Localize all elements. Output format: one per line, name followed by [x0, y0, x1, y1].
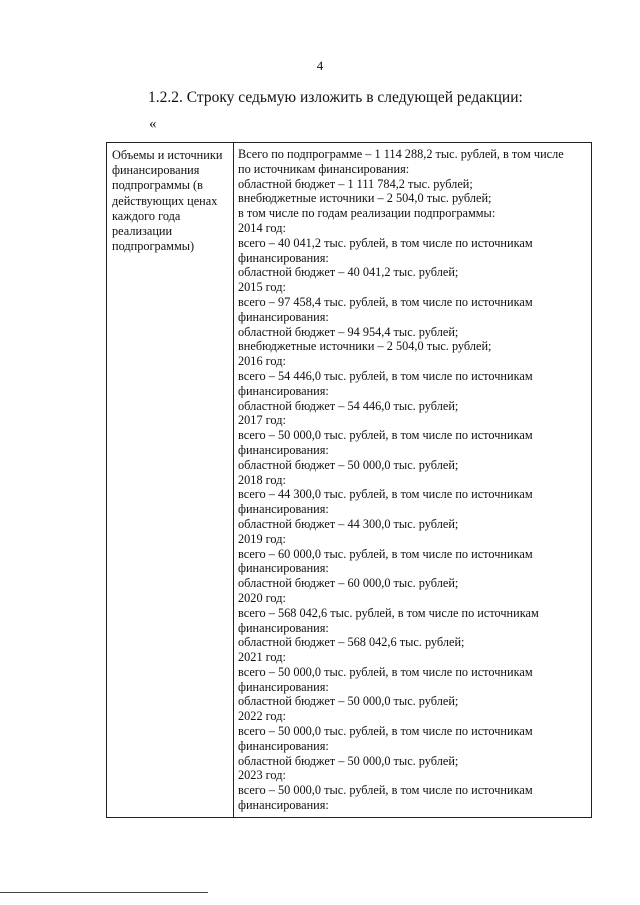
value-line: финансирования: [238, 798, 329, 813]
value-line: всего – 50 000,0 тыс. рублей, в том числе по источникам [238, 664, 533, 679]
value-line: финансирования: [238, 738, 329, 753]
label-line: Объемы и источники [112, 148, 223, 162]
value-line: 2023 год: [238, 768, 286, 783]
value-line: всего – 97 458,4 тыс. рублей, в том числе по источникам [238, 294, 533, 309]
value-line: внебюджетные источники – 2 504,0 тыс. рублей; [238, 191, 492, 206]
value-line: финансирования: [238, 620, 329, 635]
value-line: 2015 год: [238, 280, 286, 295]
value-line: областной бюджет – 60 000,0 тыс. рублей; [238, 576, 459, 591]
value-line: всего – 50 000,0 тыс. рублей, в том числе по источникам [238, 428, 533, 443]
value-line: всего – 54 446,0 тыс. рублей, в том числе по источникам [238, 368, 533, 383]
value-line: всего – 60 000,0 тыс. рублей, в том числе по источникам [238, 546, 533, 561]
value-line: областной бюджет – 94 954,4 тыс. рублей; [238, 324, 459, 339]
value-line: 2019 год: [238, 531, 286, 546]
value-line: областной бюджет – 44 300,0 тыс. рублей; [238, 516, 459, 531]
value-line: всего – 40 041,2 тыс. рублей, в том числе по источникам [238, 235, 533, 250]
value-line: 2016 год: [238, 354, 286, 369]
row-label-cell [107, 143, 234, 817]
label-line: подпрограммы) [112, 239, 195, 254]
value-line: финансирования: [238, 442, 329, 457]
value-line: финансирования: [238, 679, 329, 694]
value-line: областной бюджет – 54 446,0 тыс. рублей; [238, 398, 459, 413]
opening-quote: « [149, 116, 157, 132]
value-line: 2022 год: [238, 709, 286, 724]
value-line: финансирования: [238, 561, 329, 576]
footer-rule [0, 892, 208, 893]
value-line: Всего по подпрограмме – 1 114 288,2 тыс. рублей, в том числе [238, 147, 564, 161]
value-line: всего – 44 300,0 тыс. рублей, в том числе по источникам [238, 487, 533, 502]
label-line: реализации [112, 224, 173, 239]
value-line: 2014 год: [238, 220, 286, 235]
value-line: 2021 год: [238, 650, 286, 665]
value-line: финансирования: [238, 250, 329, 265]
label-line: финансирования [112, 163, 200, 178]
value-line: всего – 50 000,0 тыс. рублей, в том числе по источникам [238, 724, 533, 739]
value-line: 2017 год: [238, 413, 286, 428]
value-line: финансирования: [238, 502, 329, 517]
row-value-cell [234, 143, 591, 817]
value-line: областной бюджет – 568 042,6 тыс. рублей; [238, 635, 465, 650]
value-line: областной бюджет – 50 000,0 тыс. рублей; [238, 753, 459, 768]
value-line: финансирования: [238, 309, 329, 324]
value-line: областной бюджет – 50 000,0 тыс. рублей; [238, 694, 459, 709]
value-line: финансирования: [238, 383, 329, 398]
value-line: внебюджетные источники – 2 504,0 тыс. рублей; [238, 339, 492, 354]
value-line: 2018 год: [238, 472, 286, 487]
value-line: по источникам финансирования: [238, 161, 410, 176]
value-line: областной бюджет – 50 000,0 тыс. рублей; [238, 457, 459, 472]
financing-table-row [106, 142, 592, 818]
value-line: областной бюджет – 40 041,2 тыс. рублей; [238, 265, 459, 280]
value-line: всего – 50 000,0 тыс. рублей, в том числе по источникам [238, 783, 533, 798]
value-line: областной бюджет – 1 111 784,2 тыс. рублей; [238, 176, 473, 191]
value-line: всего – 568 042,6 тыс. рублей, в том числе по источникам [238, 605, 539, 620]
label-line: подпрограммы (в [112, 178, 203, 193]
label-line: каждого года [112, 208, 181, 223]
section-heading: 1.2.2. Строку седьмую изложить в следующей редакции: [148, 89, 523, 106]
value-line: 2020 год: [238, 590, 286, 605]
value-line: в том числе по годам реализации подпрограммы: [238, 206, 496, 221]
page-number: 4 [316, 58, 324, 73]
label-line: действующих ценах [112, 193, 218, 208]
